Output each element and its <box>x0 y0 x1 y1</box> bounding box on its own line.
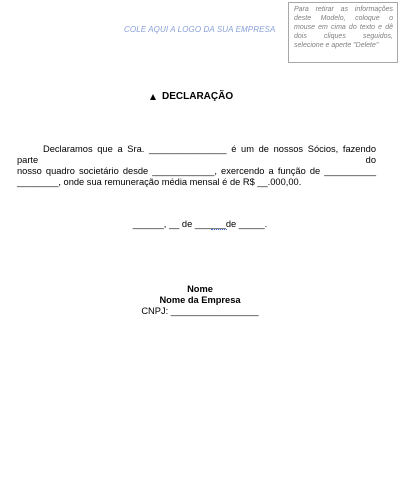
triangle-marker-icon <box>150 94 156 100</box>
signature-block <box>0 284 400 317</box>
company-name[interactable]: Nome da Empresa <box>159 295 241 305</box>
text-cursor-marker <box>211 227 227 230</box>
paragraph-line-2: nosso quadro societário desde ____________, exercendo a função de __________ <box>17 166 376 176</box>
cnpj-field[interactable]: CNPJ: _________________ <box>141 306 259 316</box>
instructions-note-box[interactable]: Para retirar as informações deste Modelo, coloque o mouse em cima do texto e dê dois cliques seguidos, selecione e aperte "Delete" <box>288 2 398 63</box>
title-text: DECLARAÇÃO <box>162 91 234 102</box>
document-title <box>150 91 233 102</box>
paragraph-line-1: Declaramos que a Sra. _______________ é um de nossos Sócios, fazendo parte do <box>17 144 376 165</box>
declaration-paragraph[interactable] <box>17 144 376 188</box>
paragraph-line-3: ________, onde sua remuneração média mensal é de R$ __.000,00. <box>17 177 302 187</box>
signer-name[interactable]: Nome <box>187 284 213 294</box>
date-line[interactable]: ______, __ de ______de _____. <box>132 219 268 229</box>
logo-placeholder[interactable]: COLE AQUI A LOGO DA SUA EMPRESA <box>124 25 276 34</box>
